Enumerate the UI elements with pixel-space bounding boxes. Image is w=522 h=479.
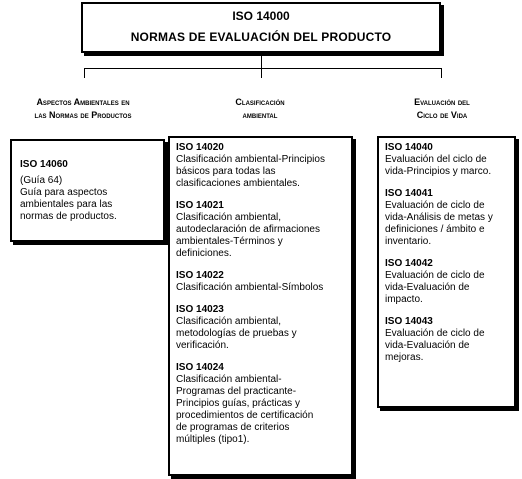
standard-item [176,304,348,352]
standard-item [176,200,348,260]
standard-desc: Clasificación ambiental-Principios básicos para todas las clasificaciones ambientales. [176,154,325,189]
box-clasificacion-content [176,142,348,456]
connector-drop-right [441,68,442,78]
heading-line: Clasificación [235,97,285,107]
top-title: NORMAS DE EVALUACIÓN DEL PRODUCTO [130,30,392,44]
standard-desc: Evaluación de ciclo de vida-Evaluación de mejoras. [385,328,485,363]
standard-code: ISO 14041 [385,188,433,199]
standard-desc: (Guía 64) Guía para aspectos ambientales para las normas de productos. [20,175,117,222]
connector-drop-left [84,68,85,78]
box-aspectos [10,139,165,242]
standard-desc: Evaluación de ciclo de vida-Evaluación de impacto. [385,270,485,305]
standard-code: ISO 14040 [385,142,433,153]
standard-item [385,258,513,306]
standard-item [176,142,348,190]
top-box [81,2,441,53]
connector-vertical-top [261,55,262,68]
heading-line: las Normas de Productos [34,110,132,120]
box-aspectos-content [20,159,160,223]
standard-code: ISO 14023 [176,304,224,315]
standard-desc: Clasificación ambiental-Símbolos [176,282,324,293]
standard-item [385,188,513,248]
column-heading-clasificacion [195,96,325,122]
standard-desc: Clasificación ambiental- Programas del practicante- Principios guías, prácticas y procedimientos de certificación de programas de criterios múltiples (tipo1). [176,374,314,445]
standard-item [385,316,513,364]
connector-drop-center [261,68,262,78]
top-code: ISO 14000 [232,9,290,23]
standard-item [176,270,348,294]
standard-desc: Clasificación ambiental, autodeclaración de afirmaciones ambientales-Términos y definiciones. [176,212,320,259]
box-evaluacion [377,136,516,408]
heading-line: Ciclo de Vida [416,110,468,120]
standard-desc: Clasificación ambiental, metodologías de pruebas y verificación. [176,316,297,351]
box-clasificacion [168,136,353,476]
column-heading-aspectos [4,96,162,122]
box-evaluacion-content [385,142,513,374]
heading-line: ambiental [242,110,278,120]
standard-code: ISO 14022 [176,270,224,281]
connector-horizontal [84,68,442,69]
standard-code: ISO 14020 [176,142,224,153]
standard-code: ISO 14021 [176,200,224,211]
heading-line: Aspectos Ambientales en [36,97,130,107]
column-heading-evaluacion [372,96,512,122]
standard-code: ISO 14042 [385,258,433,269]
standard-desc: Evaluación del ciclo de vida-Principios y marco. [385,154,492,177]
standard-item [385,142,513,178]
standard-code: ISO 14024 [176,362,224,373]
standard-desc: Evaluación de ciclo de vida-Análisis de metas y definiciones / ámbito e inventario. [385,200,493,247]
standard-code: ISO 14060 [20,159,68,170]
standard-code: ISO 14043 [385,316,433,327]
standard-item [20,159,160,171]
heading-line: Evaluación del [414,97,470,107]
standard-item [176,362,348,446]
